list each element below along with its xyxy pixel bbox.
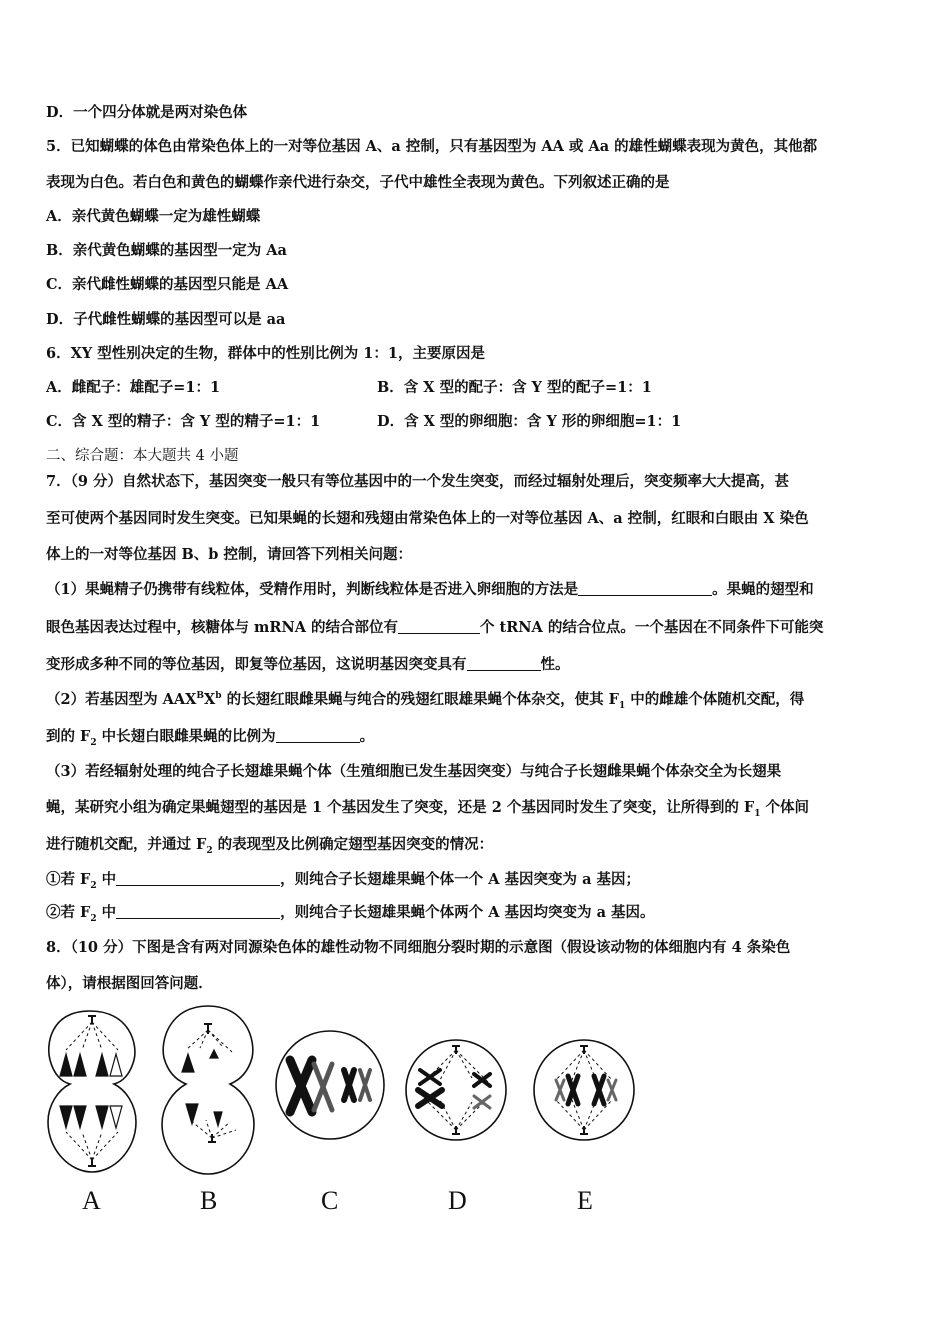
option-c-q6: C．含 X 型的精子：含 Y 型的精子=1：1 [46,413,321,430]
superscript: B [196,691,204,702]
text-segment: 。 [359,728,375,745]
text-segment: 到的 F [46,728,91,745]
question-5-stem: 5．已知蝴蝶的体色由常染色体上的一对等位基因 A、a 控制，只有基因型为 AA 或 Aa 的雄性蝴蝶表现为黄色，其他都 [46,138,818,155]
option-d-q5: D．子代雌性蝴蝶的基因型可以是 aa [46,311,286,328]
figure-label-b: B [200,1186,218,1215]
text-segment: ②若 F [46,904,91,921]
text-segment: 中的雌雄个体随机交配，得 [625,691,805,708]
text-segment: 变形成多种不同的等位基因，即复等位基因，这说明基因突变具有 [46,656,467,673]
question-8-stem-cont: 体），请根据图回答问题． [46,975,213,992]
question-8-stem: 8．（10 分）下图是含有两对同源染色体的雄性动物不同细胞分裂时期的示意图（假设该动物的体细胞内有 4 条染色 [46,939,791,956]
q7-part3-line1: （3）若经辐射处理的纯合子长翅雄果蝇个体（生殖细胞已发生基因突变）与纯合子长翅雌果蝇个体杂交全为长翅果 [46,763,782,780]
text-segment: ①若 F [46,871,91,888]
question-7-stem-cont1: 至可使两个基因同时发生突变。已知果蝇的长翅和残翅由常染色体上的一对等位基因 A、a 控制，红眼和白眼由 X 染色 [46,510,809,527]
text-segment: 个体间 [760,799,810,816]
cell-c-membrane [276,1031,384,1139]
text-segment: 的长翅红眼雌果蝇与纯合的残翅红眼雄果蝇个体杂交，使其 F [221,691,619,708]
text-segment: 个 tRNA 的结合位点。一个基因在不同条件下可能突 [480,619,824,636]
option-c-q5: C．亲代雌性蝴蝶的基因型只能是 AA [46,276,289,293]
subscript: 2 [90,737,97,748]
text-segment: 中 [96,871,117,888]
option-d-q6: D．含 X 型的卵细胞：含 Y 形的卵细胞=1：1 [377,413,682,430]
text-segment: 性。 [540,656,570,673]
text-segment: （2）若基因型为 AAX [46,691,197,708]
option-b-q5: B．亲代黄色蝴蝶的基因型一定为 Aa [46,242,287,259]
text-segment: 中长翅白眼雌果蝇的比例为 [96,728,276,745]
figure-label-a: A [82,1186,101,1215]
question-6-stem: 6．XY 型性别决定的生物，群体中的性别比例为 1：1，主要原因是 [46,345,485,362]
text-segment: ，则纯合子长翅雄果蝇个体两个 A 基因均突变为 a 基因。 [280,904,655,921]
figure-label-c: C [321,1186,339,1215]
question-7-stem-cont2: 体上的一对等位基因 B、b 控制，请回答下列相关问题： [46,546,412,563]
question-5-stem-cont: 表现为白色。若白色和黄色的蝴蝶作亲代进行杂交，子代中雄性全表现为黄色。下列叙述正确的是 [46,174,670,191]
option-a-q6: A．雌配子：雄配子=1：1 [46,379,221,396]
cell-a-membrane [48,1011,136,1172]
text-segment: 中 [96,904,117,921]
cell-e-membrane [534,1040,634,1140]
superscript: b [215,691,222,702]
subscript: 2 [206,845,213,856]
subscript: 2 [90,880,97,891]
option-b-q6: B．含 X 型的配子：含 Y 型的配子=1：1 [377,379,652,396]
question-7-stem: 7．（9 分）自然状态下，基因突变一般只有等位基因中的一个发生突变，而经过辐射处理后，突变频率大大提高，甚 [46,473,789,490]
figure-label-d: D [448,1186,467,1215]
subscript: 1 [618,700,626,711]
text-segment: 眼色基因表达过程中，核糖体与 mRNA 的结合部位有 [46,619,398,636]
text-segment: ，则纯合子长翅雄果蝇个体一个 A 基因突变为 a 基因； [280,871,641,888]
section-heading: 二、综合题：本大题共 4 小题 [46,448,239,464]
text-segment: 进行随机交配，并通过 F [46,836,207,853]
option-a-q5: A．亲代黄色蝴蝶一定为雄性蝴蝶 [46,208,261,225]
text-segment: X [204,691,216,708]
subscript: 1 [754,808,761,819]
text-segment: （1）果蝇精子仍携带有线粒体，受精作用时，判断线粒体是否进入卵细胞的方法是 [46,581,579,598]
text-segment: 。果蝇的翅型和 [712,581,814,598]
text-segment: 蝇，某研究小组为确定果蝇翅型的基因是 1 个基因发生了突变，还是 2 个基因同时发生了突变，让所得到的 F [46,799,755,816]
subscript: 2 [90,913,97,924]
figure-label-e: E [577,1186,593,1215]
text-segment: 的表现型及比例确定翅型基因突变的情况： [212,836,494,853]
option-d-q4: D．一个四分体就是两对染色体 [46,104,248,121]
